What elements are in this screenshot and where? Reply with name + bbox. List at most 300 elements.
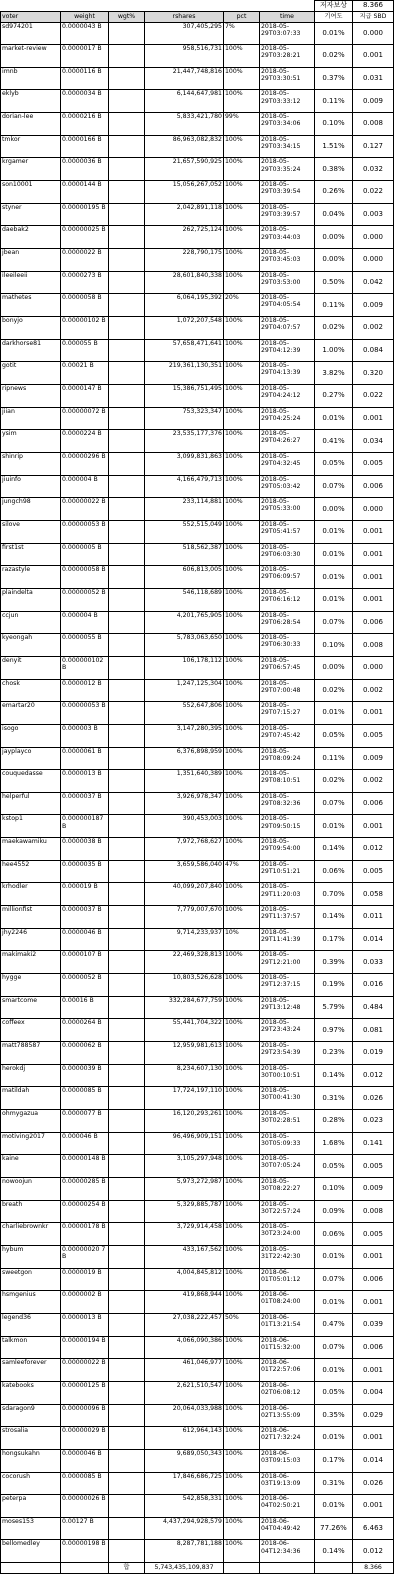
table-row [1, 815, 394, 838]
cell-voter: herokdj [1, 1064, 61, 1087]
cell-contribution: 0.01% [315, 566, 353, 589]
cell-voter: chosk [1, 679, 61, 702]
cell-wgt [109, 1087, 145, 1110]
cell-time: 2018-05-29T04:05:54 [260, 294, 315, 317]
cell-voter: matildah [1, 1087, 61, 1110]
cell-wgt [109, 1540, 145, 1563]
cell-contribution: 0.05% [315, 1155, 353, 1178]
table-row [1, 838, 394, 861]
cell-contribution: 0.23% [315, 1042, 353, 1065]
cell-payout: 0.005 [353, 1223, 394, 1246]
cell-voter: motiving2017 [1, 1132, 61, 1155]
cell-weight: 0.0000037 B [61, 792, 109, 815]
cell-time: 2018-05-30T02:28:51 [260, 1110, 315, 1133]
cell-rshares: 546,118,689 [145, 588, 224, 611]
cell-weight: 0.00000053 B [61, 520, 109, 543]
cell-wgt [109, 1472, 145, 1495]
cell-wgt [109, 611, 145, 634]
table-row [1, 974, 394, 997]
cell-payout: 0.009 [353, 747, 394, 770]
cell-wgt [109, 1110, 145, 1133]
cell-payout: 0.000 [353, 22, 394, 45]
cell-wgt [109, 362, 145, 385]
cell-payout: 0.014 [353, 1449, 394, 1472]
cell-pct: 100% [224, 974, 260, 997]
cell-rshares: 4,166,479,713 [145, 475, 224, 498]
cell-contribution: 0.14% [315, 1064, 353, 1087]
table-row [1, 1495, 394, 1518]
cell-rshares: 6,064,195,392 [145, 294, 224, 317]
cell-time: 2018-06-04T12:34:36 [260, 1540, 315, 1563]
cell-weight: 0.0000039 B [61, 1064, 109, 1087]
cell-contribution: 0.97% [315, 1019, 353, 1042]
cell-pct: 100% [224, 339, 260, 362]
col-time: time [260, 11, 315, 22]
cell-contribution: 0.07% [315, 1268, 353, 1291]
cell-voter: son10001 [1, 181, 61, 204]
table-row [1, 181, 394, 204]
cell-time: 2018-05-29T03:39:57 [260, 203, 315, 226]
cell-payout: 0.006 [353, 611, 394, 634]
cell-rshares: 57,658,471,641 [145, 339, 224, 362]
cell-pct: 100% [224, 135, 260, 158]
cell-payout: 0.031 [353, 67, 394, 90]
cell-voter: matt788587 [1, 1042, 61, 1065]
cell-contribution: 0.01% [315, 702, 353, 725]
cell-rshares: 4,201,765,905 [145, 611, 224, 634]
cell-contribution: 0.28% [315, 1110, 353, 1133]
cell-contribution: 0.11% [315, 90, 353, 113]
cell-voter: jbean [1, 249, 61, 272]
table-row [1, 45, 394, 68]
cell-voter: katebooks [1, 1381, 61, 1404]
table-row [1, 996, 394, 1019]
cell-voter: cocorush [1, 1472, 61, 1495]
cell-rshares: 55,441,704,322 [145, 1019, 224, 1042]
cell-time: 2018-05-29T04:26:27 [260, 430, 315, 453]
cell-wgt [109, 1495, 145, 1518]
cell-voter: jayplayco [1, 747, 61, 770]
cell-voter: sweetgon [1, 1268, 61, 1291]
cell-voter: tmkor [1, 135, 61, 158]
cell-rshares: 552,515,049 [145, 520, 224, 543]
cell-time: 2018-05-29T04:12:39 [260, 339, 315, 362]
cell-contribution: 0.07% [315, 1336, 353, 1359]
table-row [1, 634, 394, 657]
table-row [1, 1291, 394, 1314]
cell-voter: first1st [1, 543, 61, 566]
cell-wgt [109, 996, 145, 1019]
cell-weight: 0.00000148 B [61, 1155, 109, 1178]
cell-time: 2018-05-29T05:03:42 [260, 475, 315, 498]
cell-wgt [109, 203, 145, 226]
cell-time: 2018-05-29T11:20:03 [260, 883, 315, 906]
cell-voter: ysim [1, 430, 61, 453]
cell-contribution: 0.09% [315, 1200, 353, 1223]
cell-weight: 0.000019 B [61, 883, 109, 906]
cell-payout: 0.009 [353, 294, 394, 317]
cell-weight: 0.00000022 B [61, 498, 109, 521]
cell-rshares: 27,038,222,457 [145, 1313, 224, 1336]
table-row [1, 1313, 394, 1336]
cell-contribution: 0.02% [315, 770, 353, 793]
cell-pct: 20% [224, 294, 260, 317]
table-row [1, 702, 394, 725]
cell-payout: 0.005 [353, 860, 394, 883]
cell-time: 2018-06-02T13:55:09 [260, 1404, 315, 1427]
cell-payout: 0.029 [353, 1404, 394, 1427]
cell-rshares: 4,437,294,928,579 [145, 1517, 224, 1540]
table-row [1, 1427, 394, 1450]
cell-wgt [109, 1336, 145, 1359]
cell-weight: 0.0000144 B [61, 181, 109, 204]
cell-pct: 100% [224, 702, 260, 725]
cell-payout: 0.042 [353, 271, 394, 294]
table-row [1, 339, 394, 362]
cell-weight: 0.00000053 B [61, 702, 109, 725]
table-row [1, 656, 394, 679]
cell-pct: 100% [224, 1087, 260, 1110]
cell-weight: 0.00000052 B [61, 588, 109, 611]
cell-weight: 0.0000085 B [61, 1087, 109, 1110]
cell-weight: 0.0000012 B [61, 679, 109, 702]
cell-contribution: 0.07% [315, 611, 353, 634]
table-row [1, 317, 394, 340]
table-row [1, 679, 394, 702]
cell-payout: 0.003 [353, 203, 394, 226]
cell-payout: 0.001 [353, 566, 394, 589]
cell-time: 2018-05-30T22:57:24 [260, 1200, 315, 1223]
table-row [1, 1155, 394, 1178]
cell-pct: 100% [224, 498, 260, 521]
cell-time: 2018-06-03T09:15:03 [260, 1449, 315, 1472]
cell-time: 2018-05-29T05:41:57 [260, 520, 315, 543]
cell-contribution: 0.00% [315, 498, 353, 521]
cell-pct: 100% [224, 1517, 260, 1540]
cell-contribution: 0.14% [315, 906, 353, 929]
cell-contribution: 0.47% [315, 1313, 353, 1336]
cell-payout: 0.001 [353, 1245, 394, 1268]
cell-pct: 100% [224, 249, 260, 272]
table-row [1, 770, 394, 793]
table-row [1, 1042, 394, 1065]
cell-pct: 100% [224, 611, 260, 634]
table-row [1, 1245, 394, 1268]
col-pct: pct [224, 11, 260, 22]
cell-pct: 100% [224, 407, 260, 430]
table-row [1, 1404, 394, 1427]
cell-weight: 0.0000005 B [61, 543, 109, 566]
cell-contribution: 1.68% [315, 1132, 353, 1155]
cell-voter: plaindelta [1, 588, 61, 611]
cell-contribution: 0.01% [315, 407, 353, 430]
cell-wgt [109, 974, 145, 997]
cell-pct: 100% [224, 1540, 260, 1563]
cell-pct: 100% [224, 1019, 260, 1042]
cell-wgt [109, 452, 145, 475]
cell-payout: 0.023 [353, 1110, 394, 1133]
cell-pct: 100% [224, 203, 260, 226]
table-row [1, 883, 394, 906]
col-weight: weight [61, 11, 109, 22]
cell-rshares: 21,657,590,925 [145, 158, 224, 181]
cell-voter: bellomedley [1, 1540, 61, 1563]
cell-contribution: 0.01% [315, 1245, 353, 1268]
cell-pct: 100% [224, 226, 260, 249]
cell-weight: 0.0000034 B [61, 90, 109, 113]
cell-rshares: 9,714,233,937 [145, 928, 224, 951]
cell-contribution: 0.11% [315, 294, 353, 317]
total-blank [1, 1563, 61, 1574]
cell-payout: 0.008 [353, 113, 394, 136]
cell-rshares: 21,447,748,816 [145, 67, 224, 90]
cell-contribution: 0.14% [315, 838, 353, 861]
cell-pct: 100% [224, 90, 260, 113]
cell-payout: 0.000 [353, 226, 394, 249]
cell-contribution: 0.01% [315, 1359, 353, 1382]
cell-rshares: 518,562,387 [145, 543, 224, 566]
cell-weight: 0.0000037 B [61, 906, 109, 929]
cell-time: 2018-05-29T06:16:12 [260, 588, 315, 611]
cell-time: 2018-05-29T03:53:00 [260, 271, 315, 294]
cell-pct: 100% [224, 1223, 260, 1246]
cell-voter: strosalia [1, 1427, 61, 1450]
cell-contribution: 0.04% [315, 203, 353, 226]
cell-time: 2018-05-30T05:09:33 [260, 1132, 315, 1155]
cell-pct: 100% [224, 951, 260, 974]
cell-payout: 0.009 [353, 1177, 394, 1200]
table-row [1, 747, 394, 770]
cell-rshares: 3,105,297,948 [145, 1155, 224, 1178]
table-row [1, 67, 394, 90]
cell-voter: bonyjo [1, 317, 61, 340]
cell-rshares: 4,066,090,386 [145, 1336, 224, 1359]
cell-contribution: 0.01% [315, 588, 353, 611]
cell-contribution: 0.41% [315, 430, 353, 453]
cell-pct: 100% [224, 634, 260, 657]
cell-voter: market-review [1, 45, 61, 68]
cell-time: 2018-05-30T00:10:51 [260, 1064, 315, 1087]
cell-voter: breath [1, 1200, 61, 1223]
cell-wgt [109, 1427, 145, 1450]
table-row [1, 362, 394, 385]
cell-voter: jungch98 [1, 498, 61, 521]
cell-weight: 0.000000187 B [61, 815, 109, 838]
cell-pct: 100% [224, 588, 260, 611]
cell-rshares: 8,287,781,188 [145, 1540, 224, 1563]
cell-payout: 0.008 [353, 634, 394, 657]
cell-voter: jhy2246 [1, 928, 61, 951]
table-row [1, 271, 394, 294]
table-row [1, 1110, 394, 1133]
cell-payout: 0.026 [353, 1087, 394, 1110]
cell-rshares: 15,056,267,052 [145, 181, 224, 204]
cell-rshares: 15,386,751,495 [145, 385, 224, 408]
cell-time: 2018-05-29T23:54:39 [260, 1042, 315, 1065]
cell-wgt [109, 520, 145, 543]
cell-time: 2018-05-29T10:51:21 [260, 860, 315, 883]
cell-pct: 100% [224, 362, 260, 385]
cell-weight: 0.0000166 B [61, 135, 109, 158]
cell-rshares: 96,496,909,151 [145, 1132, 224, 1155]
cell-pct: 100% [224, 158, 260, 181]
table-row [1, 611, 394, 634]
cell-pct: 100% [224, 1177, 260, 1200]
cell-rshares: 3,926,978,347 [145, 792, 224, 815]
table-row [1, 1064, 394, 1087]
cell-rshares: 3,147,280,395 [145, 724, 224, 747]
cell-rshares: 7,972,768,627 [145, 838, 224, 861]
cell-voter: moses153 [1, 1517, 61, 1540]
cell-rshares: 20,064,033,988 [145, 1404, 224, 1427]
cell-voter: ccjun [1, 611, 61, 634]
cell-payout: 0.022 [353, 385, 394, 408]
cell-wgt [109, 22, 145, 45]
cell-contribution: 0.02% [315, 679, 353, 702]
cell-rshares: 5,833,421,780 [145, 113, 224, 136]
cell-contribution: 0.00% [315, 656, 353, 679]
cell-weight: 0.0000273 B [61, 271, 109, 294]
cell-payout: 0.009 [353, 90, 394, 113]
cell-wgt [109, 1177, 145, 1200]
cell-pct: 100% [224, 724, 260, 747]
cell-contribution: 0.00% [315, 226, 353, 249]
cell-time: 2018-06-04T02:50:21 [260, 1495, 315, 1518]
cell-voter: smartcome [1, 996, 61, 1019]
cell-pct: 100% [224, 1291, 260, 1314]
cell-payout: 0.033 [353, 951, 394, 974]
cell-voter: imnb [1, 67, 61, 90]
cell-time: 2018-06-01T22:57:06 [260, 1359, 315, 1382]
col-contribution: 기여도 [315, 11, 353, 22]
table-row [1, 543, 394, 566]
cell-weight: 0.00000195 B [61, 203, 109, 226]
cell-voter: ohmygazua [1, 1110, 61, 1133]
cell-voter: legend36 [1, 1313, 61, 1336]
cell-weight: 0.00000020 7 B [61, 1245, 109, 1268]
cell-voter: samleeforever [1, 1359, 61, 1382]
cell-contribution: 0.07% [315, 475, 353, 498]
cell-payout: 0.005 [353, 1155, 394, 1178]
cell-wgt [109, 1132, 145, 1155]
cell-wgt [109, 656, 145, 679]
cell-contribution: 0.11% [315, 747, 353, 770]
cell-time: 2018-05-29T03:45:03 [260, 249, 315, 272]
cell-time: 2018-05-29T03:35:24 [260, 158, 315, 181]
cell-payout: 0.001 [353, 1427, 394, 1450]
cell-pct: 100% [224, 1472, 260, 1495]
cell-weight: 0.0000116 B [61, 67, 109, 90]
cell-wgt [109, 792, 145, 815]
cell-wgt [109, 543, 145, 566]
cell-pct: 10% [224, 928, 260, 951]
cell-rshares: 958,516,731 [145, 45, 224, 68]
cell-time: 2018-05-29T06:28:54 [260, 611, 315, 634]
cell-contribution: 0.31% [315, 1472, 353, 1495]
col-payout: 지급 SBD [353, 11, 394, 22]
cell-voter: krhodler [1, 883, 61, 906]
cell-weight: 0.00000198 B [61, 1540, 109, 1563]
cell-wgt [109, 45, 145, 68]
cell-payout: 0.012 [353, 1064, 394, 1087]
cell-time: 2018-06-01T05:01:12 [260, 1268, 315, 1291]
cell-weight: 0.0000046 B [61, 1449, 109, 1472]
cell-wgt [109, 1517, 145, 1540]
cell-contribution: 0.01% [315, 22, 353, 45]
cell-weight: 0.0000224 B [61, 430, 109, 453]
cell-pct: 100% [224, 430, 260, 453]
cell-time: 2018-06-01T15:32:00 [260, 1336, 315, 1359]
cell-pct: 100% [224, 1449, 260, 1472]
cell-rshares: 10,803,526,628 [145, 974, 224, 997]
cell-contribution: 1.00% [315, 339, 353, 362]
cell-pct: 47% [224, 860, 260, 883]
cell-voter: kstop1 [1, 815, 61, 838]
cell-pct: 100% [224, 520, 260, 543]
col-rshares: rshares [145, 11, 224, 22]
cell-pct: 100% [224, 1336, 260, 1359]
cell-pct: 99% [224, 113, 260, 136]
cell-contribution: 3.82% [315, 362, 353, 385]
cell-wgt [109, 906, 145, 929]
cell-weight: 0.00000072 B [61, 407, 109, 430]
cell-wgt [109, 475, 145, 498]
cell-contribution: 0.38% [315, 158, 353, 181]
cell-pct: 100% [224, 1200, 260, 1223]
total-blank [315, 1563, 353, 1574]
cell-payout: 0.014 [353, 928, 394, 951]
cell-payout: 0.000 [353, 498, 394, 521]
cell-weight: 0.0000055 B [61, 634, 109, 657]
cell-time: 2018-05-29T03:44:03 [260, 226, 315, 249]
cell-pct: 7% [224, 22, 260, 45]
cell-wgt [109, 407, 145, 430]
table-row [1, 90, 394, 113]
cell-rshares: 233,114,881 [145, 498, 224, 521]
cell-weight: 0.00000194 B [61, 1336, 109, 1359]
cell-payout: 0.004 [353, 1381, 394, 1404]
cell-pct: 100% [224, 1245, 260, 1268]
cell-pct: 100% [224, 385, 260, 408]
cell-voter: styner [1, 203, 61, 226]
cell-voter: gotit [1, 362, 61, 385]
cell-payout: 0.005 [353, 452, 394, 475]
cell-weight: 0.0000013 B [61, 770, 109, 793]
cell-time: 2018-05-29T12:21:00 [260, 951, 315, 974]
cell-rshares: 16,120,293,261 [145, 1110, 224, 1133]
cell-time: 2018-05-29T08:32:36 [260, 792, 315, 815]
col-voter: voter [1, 11, 61, 22]
cell-time: 2018-05-29T04:13:39 [260, 362, 315, 385]
cell-weight: 0.00000026 B [61, 1495, 109, 1518]
cell-wgt [109, 1268, 145, 1291]
cell-contribution: 0.00% [315, 249, 353, 272]
cell-voter: couquedasse [1, 770, 61, 793]
cell-wgt [109, 1200, 145, 1223]
table-row [1, 724, 394, 747]
cell-payout: 0.084 [353, 339, 394, 362]
cell-voter: shinrip [1, 452, 61, 475]
cell-voter: jiian [1, 407, 61, 430]
table-row [1, 1200, 394, 1223]
table-row [1, 520, 394, 543]
cell-voter: ileeileeii [1, 271, 61, 294]
cell-contribution: 0.02% [315, 317, 353, 340]
table-row [1, 1268, 394, 1291]
cell-wgt [109, 226, 145, 249]
cell-wgt [109, 679, 145, 702]
cell-payout: 0.006 [353, 475, 394, 498]
